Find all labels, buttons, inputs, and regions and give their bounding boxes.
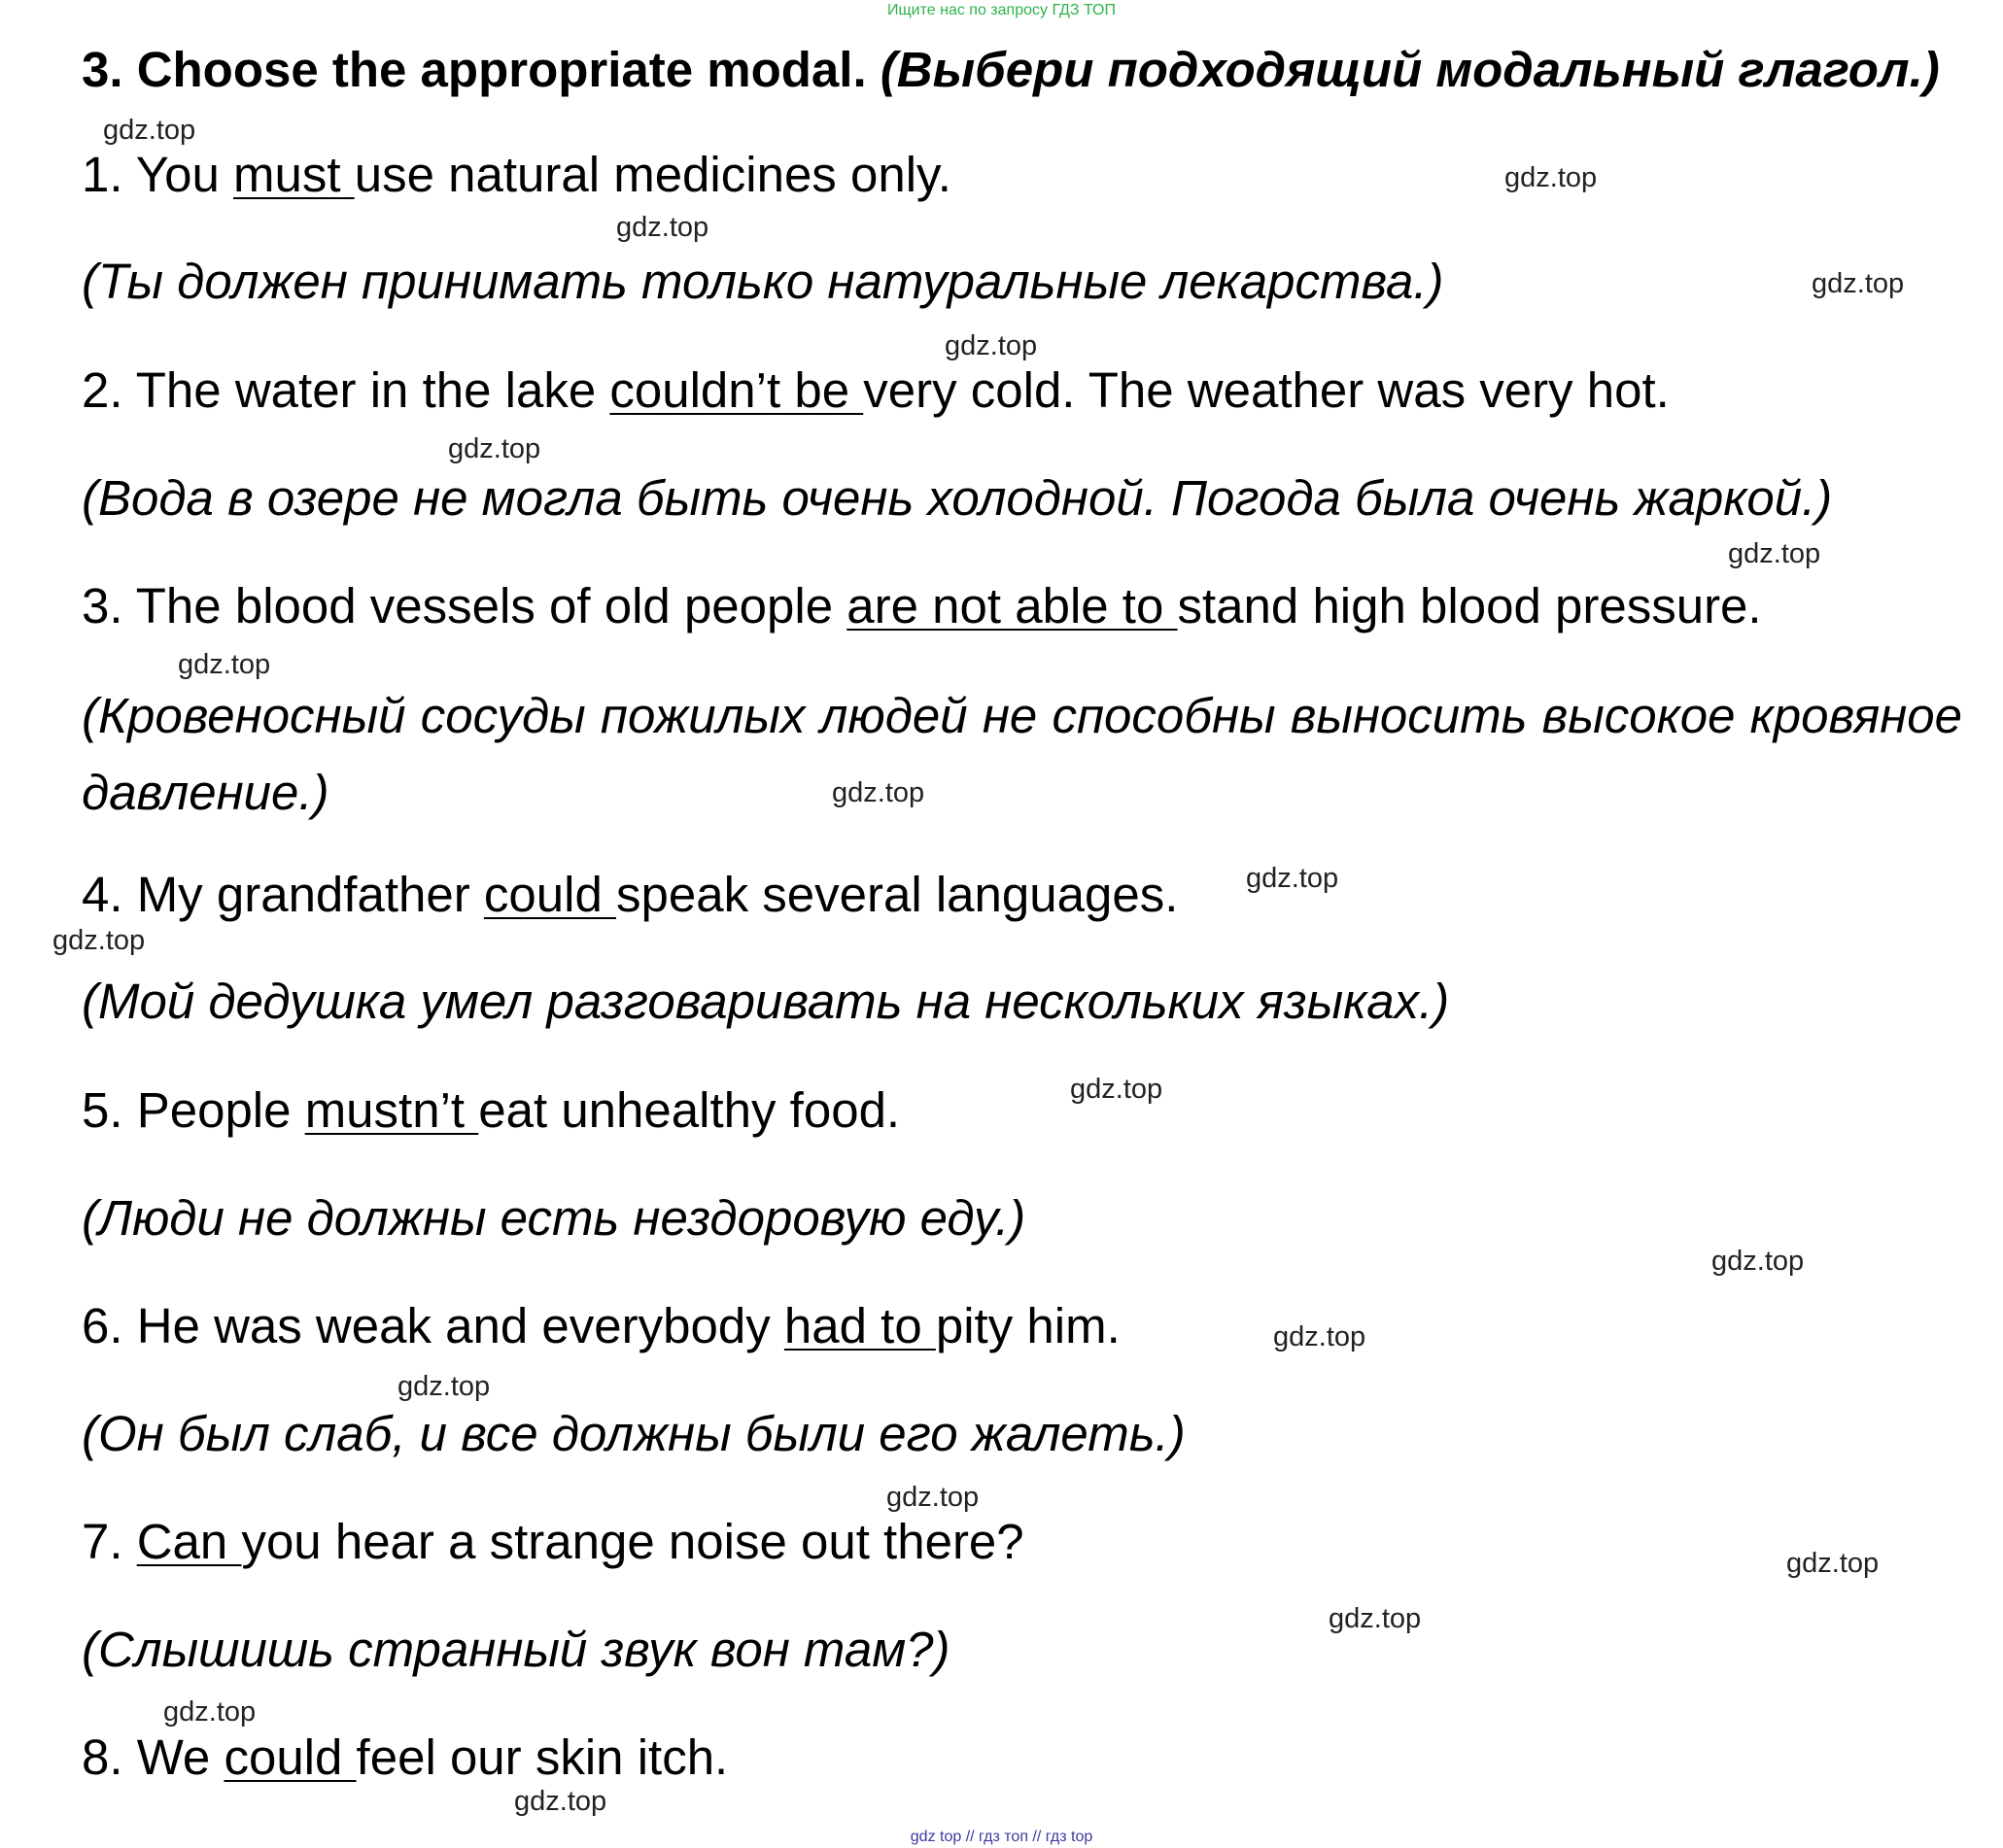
watermark: gdz.top (832, 777, 925, 808)
sentence-6-modal: had to (783, 1298, 936, 1353)
watermark: gdz.top (1329, 1603, 1422, 1634)
watermark: gdz.top (514, 1786, 607, 1817)
sentence-7-end: you hear a strange noise out there? (241, 1514, 1024, 1569)
top-banner: Ищите нас по запросу ГДЗ ТОП (887, 2, 1116, 18)
translation-1: (Ты должен принимать только натуральные лекарства.) (82, 254, 1444, 309)
watermark: gdz.top (178, 649, 271, 680)
sentence-8 (82, 1728, 728, 1786)
sentence-3 (82, 577, 1762, 634)
watermark: gdz.top (1786, 1548, 1880, 1579)
watermark: gdz.top (886, 1482, 980, 1513)
translation-4: (Мой дедушка умел разговаривать на нескольких языках.) (82, 974, 1450, 1029)
watermark: gdz.top (1246, 863, 1339, 894)
sentence-2-start: 2. The water in the lake (82, 362, 610, 418)
sentence-3-end: stand high blood pressure. (1177, 578, 1762, 633)
watermark: gdz.top (945, 330, 1038, 361)
watermark: gdz.top (448, 433, 541, 464)
sentence-6-start: 6. He was weak and everybody (82, 1298, 784, 1353)
watermark: gdz.top (1812, 268, 1905, 299)
sentence-6-end: pity him. (935, 1298, 1121, 1353)
sentence-7 (82, 1513, 1024, 1570)
watermark: gdz.top (1504, 162, 1598, 193)
watermark: gdz.top (1273, 1321, 1366, 1352)
sentence-4-end: speak several languages. (615, 867, 1179, 922)
sentence-4-modal: could (483, 867, 616, 922)
sentence-8-start: 8. We (82, 1729, 224, 1785)
sentence-7-modal: Can (136, 1514, 242, 1569)
watermark: gdz.top (52, 925, 146, 956)
translation-7: (Слышишь странный звук вон там?) (82, 1622, 950, 1677)
sentence-4 (82, 866, 1178, 923)
sentence-8-modal: could (224, 1729, 357, 1785)
sentence-1-modal: must (233, 147, 355, 202)
watermark: gdz.top (397, 1371, 491, 1402)
watermark: gdz.top (1070, 1074, 1163, 1105)
sentence-3-start: 3. The blood vessels of old people (82, 578, 847, 633)
sentence-5-end: eat unhealthy food. (478, 1082, 901, 1138)
footer: gdz top // гдз топ // гдз top (910, 1829, 1093, 1845)
sentence-5-start: 5. People (82, 1082, 305, 1138)
translation-3: (Кровеносный сосуды пожилых людей не способны выносить высокое кровяное давление.) (82, 688, 1962, 820)
sentence-3-modal: are not able to (846, 578, 1178, 633)
watermark: gdz.top (1711, 1246, 1805, 1277)
sentence-2-modal: couldn’t be (609, 362, 864, 418)
sentence-8-end: feel our skin itch. (356, 1729, 729, 1785)
translation-6: (Он был слаб, и все должны были его жалеть.) (82, 1406, 1186, 1461)
sentence-1-start: 1. You (82, 147, 234, 202)
sentence-1-end: use natural medicines only. (354, 147, 951, 202)
sentence-5 (82, 1081, 900, 1139)
sentence-2-end: very cold. The weather was very hot. (863, 362, 1670, 418)
sentence-1 (82, 146, 951, 203)
sentence-2 (82, 361, 1670, 419)
exercise-title (82, 41, 1940, 98)
sentence-5-modal: mustn’t (304, 1082, 479, 1138)
translation-5: (Люди не должны есть нездоровую еду.) (82, 1190, 1026, 1246)
title-translation: (Выбери подходящий модальный глагол.) (880, 42, 1940, 97)
sentence-4-start: 4. My grandfather (82, 867, 484, 922)
watermark: gdz.top (1728, 538, 1821, 569)
title-main: 3. Choose the appropriate modal. (82, 42, 867, 97)
watermark: gdz.top (616, 212, 709, 243)
translation-2: (Вода в озере не могла быть очень холодной. Погода была очень жаркой.) (82, 470, 1833, 526)
watermark: gdz.top (103, 115, 196, 146)
sentence-6 (82, 1297, 1121, 1354)
sentence-7-start: 7. (82, 1514, 137, 1569)
watermark: gdz.top (163, 1696, 257, 1728)
